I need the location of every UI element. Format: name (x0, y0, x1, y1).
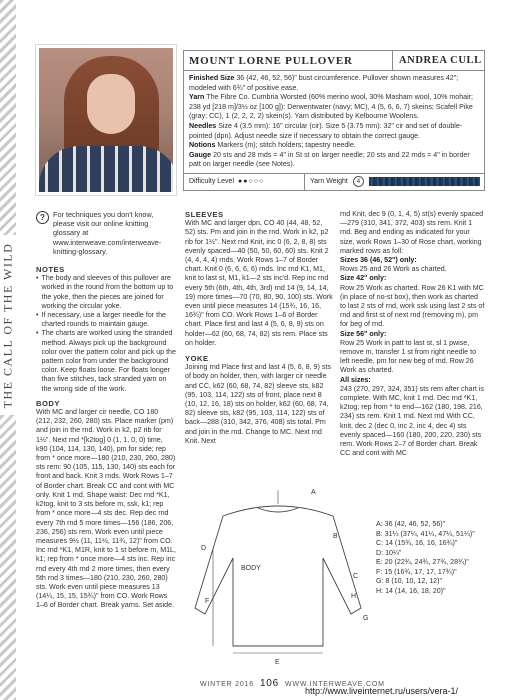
body-instructions: With MC and larger cir needle, CO 180 (212, 232, 260, 280) sts. Place marker (pm) and join in the rnd. Work in k2, p2 rib for 1½". Next rnd *[k2tog] 0 (1, 1, 0, 0) time, k90 (104, 114, 130, 140), pm for side; rep from * once more—180 (210, 230, 260, 280) sts rem: 90 (105, 115, 130, 140) sts each for front and back. Knit 3 rnds. Work Rows 1–7 of Border chart. Break CC and cont with MC only. Knit 1 rnd. Shape waist: Dec rnd *K1, k2tog, knit to 3 sts before m, ssk, k1; rep from * once more—4 sts dec. Rep dec rnd every 7th rnd 5 more times—156 (186, 206, 236, 256) sts rem. Work even until piece measures 9½ (11, 11½, 11¾, 12)" from CO. Inc rnd *K1, M1R, knit to 1 st before m, M1L, k1; rep from * once more—4 sts inc. Rep inc rnd every 4th rnd 2 more times, then every 5th rnd 3 times—180 (210, 230, 260, 280) sts. Work even until piece measures 13 (14¼, 15, 15, 15¾)" from CO. Work Rows 1–6 of Border chart. Break yarns. Set aside. (36, 408, 176, 610)
notions-info: Markers (m); stitch holders; tapestry needle. (217, 141, 356, 150)
schematic-body-label: BODY (241, 565, 261, 572)
schematic-letter: A (311, 489, 316, 496)
gauge-info: 20 sts and 28 rnds = 4" in St st on larger needle; 20 sts and 22 rnds = 4" in border patt on larger needle (see Notes). (189, 150, 470, 169)
pattern-info-box: MOUNT LORNE PULLOVER ANDREA CULL Finished Size 36 (42, 46, 52, 56)" bust circumference. Pullover shown measures 42"; modeled with 6¾" of positive ease. Yarn The Fibre Co. Cumbria Worsted (60% merino wool, 30% Masham wool, 10% mohair; 238 yd [218 m]/3½ oz [100 g]): Derwentwater (navy; MC), 4 (5, 6, 6, 7) skeins; Scafell Pike (gray; CC), 1 (2, 2, 2, 2) skein(s). Yarn distributed by Kelbourne Woolens. Needles Size 4 (3.5 mm): 16" circular (cir). Size 5 (3.75 mm): 32" cir and set of double-pointed (dpn). Adjust needle size if necessary to obtain the correct gauge. Notions Markers (m); stitch holders; tapestry needle. Gauge 20 sts and 28 rnds = 4" in St st on larger needle; 20 sts and 22 rnds = 4" in border patt on larger needle (see Notes). Difficulty Level ●●○○○ Yarn Weight 4 (183, 50, 485, 191)
list-item: H: 14 (14, 16, 18, 20)" (376, 586, 446, 595)
section-title: THE CALL OF THE WILD (0, 242, 15, 408)
sleeves-instructions: With MC and larger dpn, CO 40 (44, 48, 52, 52) sts. Pm and join in the rnd. Work in k2, p2 rib for 1½". Next rnd Knit, inc 0 (6, 2, 8, 8) sts evenly spaced—40 (50, 50, 60, 60) sts. Knit 2 (4, 4, 4, 4) rnds. Work Rows 1–7 of Border chart. Knit 0 (6, 6, 6, 6) rnds. Inc rnd K1, M1, knit to last st, M1, k1—2 sts inc'd. Rep inc rnd every 5th (6th, 4th, 4th, 3rd) rnd 14 (9, 14, 14, 19) more times—70 (70, 80, 90, 100) sts. Work even until piece measures 14 (15¾, 16, 16, 16¾)" from CO. Work Rows 1–6 of Border chart. Place first and last 4 (5, 6, 8, 9) sts on holder—62 (60, 68, 74, 82) sts rem. Place sts on holder. (185, 219, 333, 347)
list-item: G: 8 (10, 10, 12, 12)" (376, 577, 443, 585)
sweater-schematic (183, 488, 373, 673)
size-heading: Size 56" only: (340, 329, 387, 338)
list-item: • The charts are worked using the stranded method. Always pick up the background color over the pattern color and pick up the pattern color from under the background color. Keep floats loose. For floats longer than five stitches, tack stranded yarn on the wrong side of the work. (36, 329, 176, 393)
yarn-swatch (369, 177, 480, 186)
schematic-letter: H (351, 593, 357, 600)
size-heading: All sizes: (340, 375, 371, 384)
issue-season: WINTER 2016 (200, 681, 254, 688)
glossary-tip: For techniques you don't know, please visit our online knitting glossary at www.interweave.com/interweave-knitting-glossary. (53, 210, 162, 256)
list-item: F: 15 (16¾, 17, 17, 17¾)" (376, 567, 457, 576)
yoke-instructions: Joining rnd Place first and last 4 (5, 6, 8, 9) sts of body on holder, then, with larger cir needle and CC, k62 (60, 68, 74, 82) sleeve sts, k82 (95, 103, 114, 122) sts of front, place next 8 (10, 12, 16, 18) sts on holder, k62 (60, 68, 74, 82) sleeve sts, k82 (95, 103, 114, 122) sts of back—288 (310, 342, 376, 408) sts total. Pm and join in the rnd. Change to MC. Next rnd Knit. Next (185, 363, 331, 445)
page-number: 106 (259, 678, 280, 689)
column-2 (185, 210, 333, 446)
size-heading: Sizes 36 (46, 52") only: (340, 256, 417, 265)
designer-name: ANDREA CULL (392, 51, 484, 70)
list-item: A: 36 (42, 46, 52, 56)" (376, 520, 446, 528)
column-3: rnd Knit, dec 9 (0, 1, 4, 5) st(s) evenly spaced—279 (310, 341, 372, 403) sts rem. Knit 1 rnd. Beg and ending as indicated for your size, work Rows 1–30 of Rose chart, working marked rows as foll: Sizes 36 (46, 52") only: Rows 25 and 26 Work as charted. Size 42" only: Row 25 Work as charted. Row 26 K1 with MC (in place of no-st box), then work as charted to last 2 sts of rnd, work ssk using last 2 sts of rnd and first st of next rnd (removing m), pm for beg of rnd. Size 56" only: Row 25 Work in patt to last st, sl 1 pwise, remove m, transfer 1 st from right needle to left needle, pm for new beg of rnd. Row 26 Work as charted. All sizes: 243 (270, 297, 324, 351) sts rem after chart is complete. With MC, knit 1 rnd. Dec rnd *K1, k2tog; rep from * to end—162 (180, 198, 216, 234) sts rem. Knit 1 rnd. Next rnd With CC, knit, dec 2 (dec 0, inc 2, inc 4, dec 4) sts evenly spaced—160 (180, 200, 220, 230) sts rem. Work Rows 2–7 of Border chart. Break CC and cont with MC (340, 210, 485, 458)
column-1 (36, 210, 176, 611)
schematic-letter: G (363, 615, 369, 622)
schematic-letter: E (275, 659, 280, 666)
yarn-info: The Fibre Co. Cumbria Worsted (60% merino wool, 30% Masham wool, 10% mohair; 238 yd [218 m]/3½ oz [100 g]): Derwentwater (navy; MC), 4 (5, 6, 6, 7) skeins; Scafell Pike (gray; CC), 1 (2, 2, 2, 2) skein(s). Yarn distributed by Kelbourne Woolens. (189, 93, 474, 121)
footer-url: WWW.INTERWEAVE.COM (285, 681, 385, 688)
list-item: • The body and sleeves of this pullover are worked in the round from the bottom up to the yoke, then the pieces are joined for working the circular yoke. (36, 274, 174, 310)
finished-size: 36 (42, 46, 52, 56)" bust circumference. Pullover shown measures 42"; modeled with 6¾" of positive ease. (189, 74, 459, 92)
sleeves-heading: SLEEVES (185, 210, 224, 219)
difficulty-label: Difficulty Level (189, 178, 235, 186)
yarn-weight-label: Yarn Weight (310, 178, 348, 186)
section-side-tab (0, 235, 16, 415)
sweater-outline (195, 506, 361, 646)
notes-heading: NOTES (36, 265, 65, 275)
watermark-url: http://www.liveinternet.ru/users/vera-1/ (305, 686, 459, 696)
list-item: • If necessary, use a larger needle for the charted rounds to maintain gauge. (36, 311, 166, 329)
body-heading: BODY (36, 398, 60, 408)
size-heading: Size 42" only: (340, 274, 387, 283)
schematic-letter: B (333, 533, 338, 540)
needles-info: Size 4 (3.5 mm): 16" circular (cir). Size 5 (3.75 mm): 32" cir and set of double-pointed (dpn). Adjust needle size if necessary to obtain the correct gauge. (189, 121, 463, 140)
yarn-weight-icon: 4 (353, 176, 364, 187)
schematic-letter: D (201, 545, 207, 552)
difficulty-dots: ●●○○○ (238, 178, 265, 186)
pattern-title: MOUNT LORNE PULLOVER (189, 54, 353, 67)
yoke-instructions-cont: rnd Knit, dec 9 (0, 1, 4, 5) st(s) evenly spaced—279 (310, 341, 372, 403) sts rem. Knit 1 rnd. Beg and ending as indicated for your size, work Rows 1–30 of Rose chart, working marked rows as foll: (340, 210, 484, 255)
list-item: C: 14 (15¾, 16, 16, 16¾)" (376, 539, 458, 547)
list-item: E: 20 (22¾, 24¾, 27¾, 28¾)" (376, 558, 469, 566)
measurements-list (376, 520, 475, 596)
list-item: B: 31¼ (37¼, 41¼, 47¼, 51¼)" (376, 529, 475, 538)
schematic-letter: C (353, 573, 359, 580)
list-item: D: 10¼" (376, 548, 402, 557)
model-photo (36, 45, 176, 195)
question-icon: ? (36, 211, 49, 224)
yoke-heading: YOKE (185, 354, 209, 364)
schematic-letter: F (205, 598, 210, 605)
